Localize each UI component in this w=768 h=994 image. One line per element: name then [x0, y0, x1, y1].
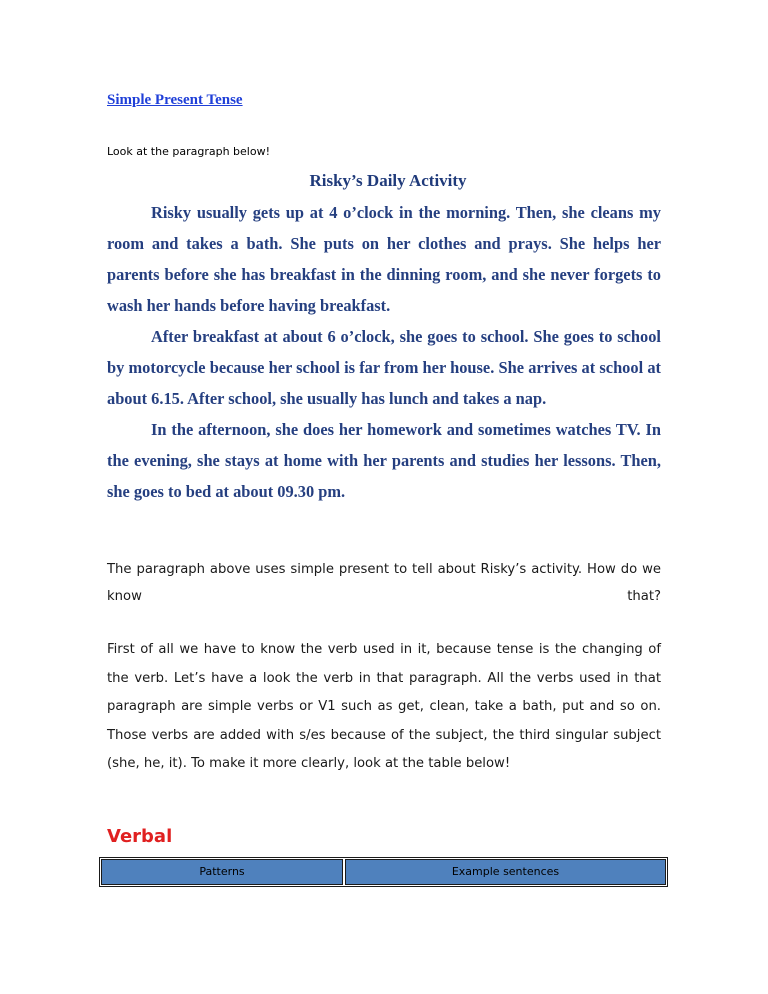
instruction-text: Look at the paragraph below!: [107, 145, 270, 158]
explanation-paragraph: The paragraph above uses simple present to tell about Risky’s activity. How do we know that?: [107, 562, 661, 604]
table-header-patterns: Patterns: [101, 859, 343, 885]
table-header-examples: Example sentences: [345, 859, 666, 885]
explanation-paragraph: First of all we have to know the verb used in it, because tense is the changing of the verb. Let’s have a look the verb in that paragraph. All the verbs used in that paragraph are simple verbs or V1 such as get, clean, take a bath, put and so on. Those verbs are added with s/es because of the subject, the third singular subject (she, he, it). To make it more clearly, look at the table below!: [107, 642, 661, 771]
page-heading: Simple Present Tense: [107, 92, 243, 108]
section-heading: Verbal: [107, 826, 173, 847]
story-paragraph: In the afternoon, she does her homework and sometimes watches TV. In the evening, she stays at home with her parents and studies her lessons. Then, she goes to bed at about 09.30 pm.: [107, 420, 661, 501]
patterns-table: [99, 857, 668, 887]
story-paragraph: Risky usually gets up at 4 o’clock in the morning. Then, she cleans my room and takes a bath. She puts on her clothes and prays. She helps her parents before she has breakfast in the dinning room, and she never forgets to wash her hands before having breakfast.: [107, 203, 661, 315]
story-paragraph: After breakfast at about 6 o’clock, she goes to school. She goes to school by motorcycle because her school is far from her house. She arrives at school at about 6.15. After school, she usually has lunch and takes a nap.: [107, 327, 661, 408]
story-title: Risky’s Daily Activity: [309, 171, 467, 190]
story-body: [107, 197, 661, 507]
